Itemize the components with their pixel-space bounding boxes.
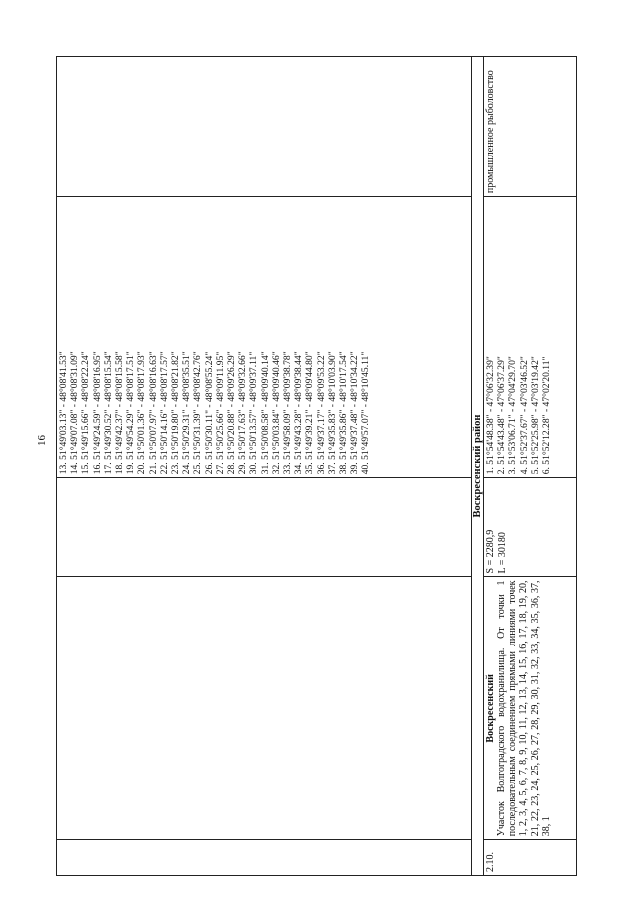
district-header: Воскресенский район	[472, 57, 484, 876]
coord-line: 21. 51°50'07.97" - 48°08'16.63"	[147, 351, 159, 475]
cont-purpose-cell	[57, 57, 472, 197]
continuation-row	[57, 57, 472, 876]
coord-line: 15. 51°49'15.66" - 48°08'22.24"	[80, 351, 92, 475]
coord-line: 33. 51°49'58.09" - 48°09'38.78"	[282, 351, 294, 475]
entry-title: Воскресенский	[485, 674, 496, 743]
coord-line: 4. 51°52'37.67" - 47°03'46.52"	[518, 356, 530, 475]
coord-line: 1. 51°54'48.38" - 47°06'32.39"	[485, 356, 496, 475]
coord-line: 20. 51°50'01.36" - 48°08'17.93"	[136, 351, 148, 475]
coord-line: 5. 51°52'25.98" - 47°03'19.42"	[529, 356, 541, 475]
coord-line: 18. 51°49'42.37" - 48°08'15.58"	[114, 351, 126, 475]
coord-line: 22. 51°50'14.16" - 48°08'17.57"	[158, 351, 170, 475]
coord-line: 40. 51°49'57.07" - 48°10'45.11"	[360, 351, 372, 475]
coord-line: 27. 51°50'25.66" - 48°09'11.95"	[214, 351, 226, 475]
coord-line: 36. 51°49'37.17" - 48°09'53.22"	[315, 351, 327, 475]
coord-line: 24. 51°50'29.31" - 48°08'35.51"	[181, 351, 193, 475]
coord-line: 6. 51°52'12.28" - 47°02'20.11"	[541, 356, 553, 475]
coord-line: 38. 51°49'35.86" - 48°10'17.54"	[338, 351, 350, 475]
coord-line: 28. 51°50'20.88" - 48°09'26.29"	[226, 351, 238, 475]
coord-line: 23. 51°50'19.80" - 48°08'21.82"	[170, 351, 182, 475]
coord-line: 26. 51°50'30.11" - 48°08'55.24"	[203, 351, 215, 475]
cont-coords-cell	[57, 197, 472, 478]
coord-line: 32. 51°50'03.84" - 48°09'40.46"	[270, 351, 282, 475]
coord-line: 31. 51°50'08.58" - 48°09'40.14"	[259, 351, 271, 475]
district-header-row	[472, 57, 484, 876]
coord-line: 2. 51°54'43.48" - 47°06'37.29"	[496, 356, 508, 475]
coord-line: 39. 51°49'37.48" - 48°10'34.22"	[349, 351, 361, 475]
cont-area-cell	[57, 478, 472, 577]
coord-line: 19. 51°49'54.29" - 48°08'17.51"	[125, 351, 137, 475]
entry-coords-cell	[484, 197, 577, 478]
cont-num-cell	[57, 840, 472, 876]
entry-description: Участок Волгоградского водохранилища. От точки 1 последовательным соединением прямыми линиями точек 1, 2, 3, 4, 5, 6, 7, 8, 9, 10, 11, 12, 13, 14, 15, 16, 17, 18, 19, 20, 21, 22, 23, 24, 25, 26, 27, 28, 29, 30, 31, 32, 33, 34, 35, 36, 37, 38, 1	[496, 580, 552, 837]
coord-line: 30. 51°50'13.57" - 48°09'37.11"	[248, 351, 260, 475]
entry-row	[484, 57, 577, 876]
coord-line: 34. 51°49'43.28" - 48°09'38.44"	[293, 351, 305, 475]
coord-line: 3. 51°53'06.71" - 47°04'29.70"	[507, 356, 519, 475]
rotated-table-page	[56, 56, 598, 876]
entry-area-cell	[484, 478, 577, 577]
coord-line: 17. 51°49'30.52" - 48°08'15.54"	[102, 351, 114, 475]
cont-desc-cell	[57, 577, 472, 840]
coord-line: 29. 51°50'17.63" - 48°09'32.66"	[237, 351, 249, 475]
area-value: S = 2280,9	[485, 529, 496, 574]
coord-line: 16. 51°49'24.59" - 48°08'16.95"	[91, 351, 103, 475]
coord-line: 35. 51°49'39.21" - 48°09'44.80"	[304, 351, 316, 475]
coord-line: 37. 51°49'35.83" - 48°10'03.90"	[326, 351, 338, 475]
coord-line: 25. 51°50'31.39" - 48°08'42.76"	[192, 351, 204, 475]
coord-line: 13. 51°49'03.13" - 48°08'41.53"	[58, 351, 69, 475]
entry-purpose: промышленное рыболовство	[484, 57, 577, 197]
entry-number: 2.10.	[484, 840, 577, 876]
page-number: 16	[36, 435, 48, 446]
length-value: L = 30180	[496, 532, 508, 574]
fishing-areas-table	[56, 56, 577, 876]
entry-description-cell	[484, 577, 577, 840]
coord-line: 14. 51°49'07.08" - 48°08'31.09"	[69, 351, 81, 475]
